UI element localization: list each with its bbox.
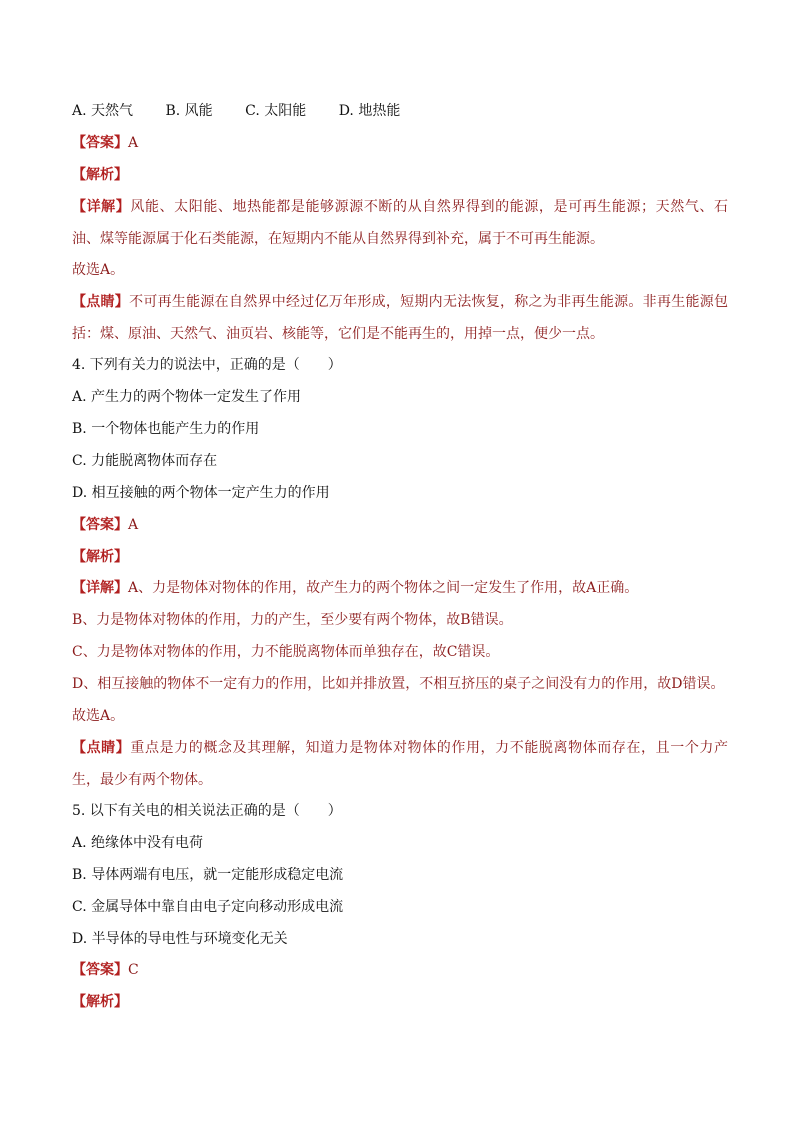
q3-conclusion: 故选A。 — [72, 262, 125, 278]
q3-comment-label: 【点睛】 — [72, 294, 130, 310]
q5-analysis-label: 【解析】 — [72, 994, 128, 1010]
q3-option-a: A. 天然气 — [72, 103, 134, 119]
q3-comment — [72, 286, 728, 350]
q3-option-b: B. 风能 — [165, 103, 213, 119]
q4-option-c: C. 力能脱离物体而存在 — [72, 453, 218, 469]
q4-detail-line-1 — [72, 578, 638, 598]
q4-detail-text-a: A、力是物体对物体的作用，故产生力的两个物体之间一定发生了作用，故A正确。 — [128, 580, 639, 596]
q3-analysis — [72, 165, 128, 185]
q3-option-c: C. 太阳能 — [245, 103, 307, 119]
q4-comment-text: 重点是力的概念及其理解，知道力是物体对物体的作用，力不能脱离物体而存在，且一个力产生，最少有两个物体。 — [72, 740, 729, 788]
q5-stem: 5. 以下有关电的相关说法正确的是（ ） — [72, 803, 342, 819]
q5-answer-value: C — [128, 962, 139, 978]
q4-detail-line-2: B、力是物体对物体的作用，力的产生，至少要有两个物体，故B错误。 — [72, 612, 513, 628]
q5-option-d: D. 半导体的导电性与环境变化无关 — [72, 931, 288, 947]
q5-option-a: A. 绝缘体中没有电荷 — [72, 835, 204, 851]
q3-option-d: D. 地热能 — [338, 103, 401, 119]
q4-answer — [72, 515, 138, 535]
q5-answer-label: 【答案】 — [72, 962, 128, 978]
q4-option-d: D. 相互接触的两个物体一定产生力的作用 — [72, 485, 330, 501]
q4-analysis-label: 【解析】 — [72, 549, 128, 565]
q4-stem: 4. 下列有关力的说法中，正确的是（ ） — [72, 357, 342, 373]
q3-answer-label: 【答案】 — [72, 135, 128, 151]
q4-detail-label: 【详解】 — [72, 580, 128, 596]
q5-analysis — [72, 992, 128, 1012]
q5-answer — [72, 960, 139, 980]
q3-comment-text: 不可再生能源在自然界中经过亿万年形成，短期内无法恢复，称之为非再生能源。非再生能源包括：煤、原油、天然气、油页岩、核能等，它们是不能再生的，用掉一点，便少一点。 — [72, 294, 729, 342]
q4-detail-line-4: D、相互接触的物体不一定有力的作用，比如并排放置，不相互挤压的桌子之间没有力的作用，故D错误。 — [72, 676, 725, 692]
q3-detail — [72, 191, 728, 255]
q3-detail-text: 风能、太阳能、地热能都是能够源源不断的从自然界得到的能源，是可再生能源；天然气、石油、煤等能源属于化石类能源，在短期内不能从自然界得到补充，属于不可再生能源。 — [72, 199, 729, 247]
q4-analysis — [72, 547, 128, 567]
q4-answer-value: A — [128, 517, 139, 533]
q3-answer-value: A — [128, 135, 139, 151]
q4-comment — [72, 732, 728, 796]
q4-detail-line-3: C、力是物体对物体的作用，力不能脱离物体而单独存在，故C错误。 — [72, 644, 500, 660]
q3-analysis-label: 【解析】 — [72, 167, 128, 183]
q4-conclusion: 故选A。 — [72, 708, 125, 724]
q5-option-b: B. 导体两端有电压，就一定能形成稳定电流 — [72, 867, 344, 883]
q3-options — [72, 101, 428, 121]
q5-option-c: C. 金属导体中靠自由电子定向移动形成电流 — [72, 899, 344, 915]
q4-answer-label: 【答案】 — [72, 517, 128, 533]
q3-detail-label: 【详解】 — [72, 199, 131, 215]
q4-option-a: A. 产生力的两个物体一定发生了作用 — [72, 389, 302, 405]
q4-comment-label: 【点睛】 — [72, 740, 131, 756]
q3-answer — [72, 133, 138, 153]
q4-option-b: B. 一个物体也能产生力的作用 — [72, 421, 260, 437]
